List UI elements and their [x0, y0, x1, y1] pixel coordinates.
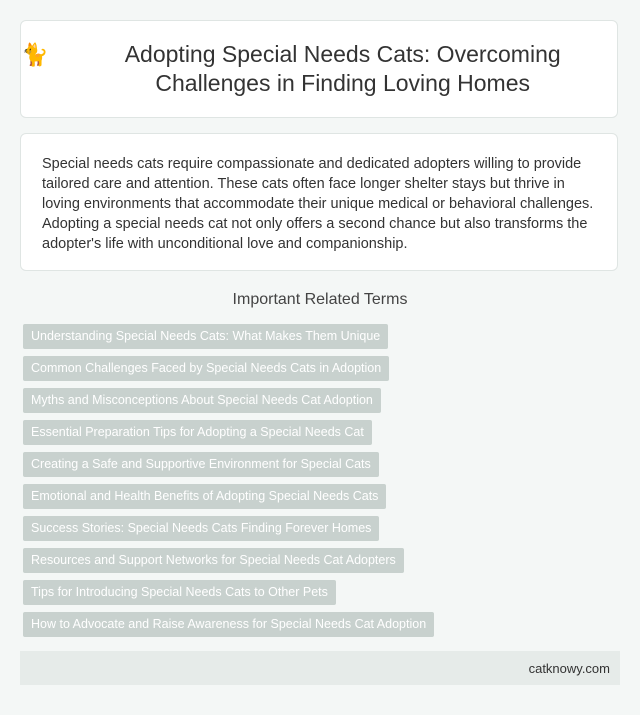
- related-terms-heading: Important Related Terms: [232, 291, 408, 308]
- cat-icon: 🐈: [21, 42, 49, 67]
- related-term-tag[interactable]: Myths and Misconceptions About Special Needs Cat Adoption: [23, 388, 381, 413]
- related-term-tag[interactable]: Resources and Support Networks for Special Needs Cat Adopters: [23, 548, 404, 573]
- intro-card: [20, 133, 618, 271]
- related-term-tag[interactable]: Common Challenges Faced by Special Needs Cats in Adoption: [23, 356, 389, 381]
- page-title: Adopting Special Needs Cats: Overcoming Challenges in Finding Loving Homes: [124, 41, 561, 96]
- header-card: [20, 20, 618, 118]
- related-term-tag[interactable]: Creating a Safe and Supportive Environment for Special Cats: [23, 452, 379, 477]
- related-term-tag[interactable]: How to Advocate and Raise Awareness for Special Needs Cat Adoption: [23, 612, 434, 637]
- footer-site-link[interactable]: catknowy.com: [528, 660, 610, 676]
- intro-text: Special needs cats require compassionate and dedicated adopters willing to provide tailored care and attention. These cats often face longer shelter stays but thrive in loving environments that accommodate their unique medical or behavioral challenges. Adopting a special needs cat not only offers a second chance but also transforms the adopter's life with unconditional love and companionship.: [42, 156, 594, 252]
- related-term-tag[interactable]: Emotional and Health Benefits of Adopting Special Needs Cats: [23, 484, 386, 509]
- related-term-tag[interactable]: Tips for Introducing Special Needs Cats to Other Pets: [23, 580, 336, 605]
- related-term-tag[interactable]: Essential Preparation Tips for Adopting a Special Needs Cat: [23, 420, 372, 445]
- footer: [20, 651, 620, 685]
- related-term-tag[interactable]: Success Stories: Special Needs Cats Finding Forever Homes: [23, 516, 379, 541]
- related-terms-list: [23, 324, 623, 644]
- header-inner: [21, 40, 617, 98]
- related-term-tag[interactable]: Understanding Special Needs Cats: What Makes Them Unique: [23, 324, 388, 349]
